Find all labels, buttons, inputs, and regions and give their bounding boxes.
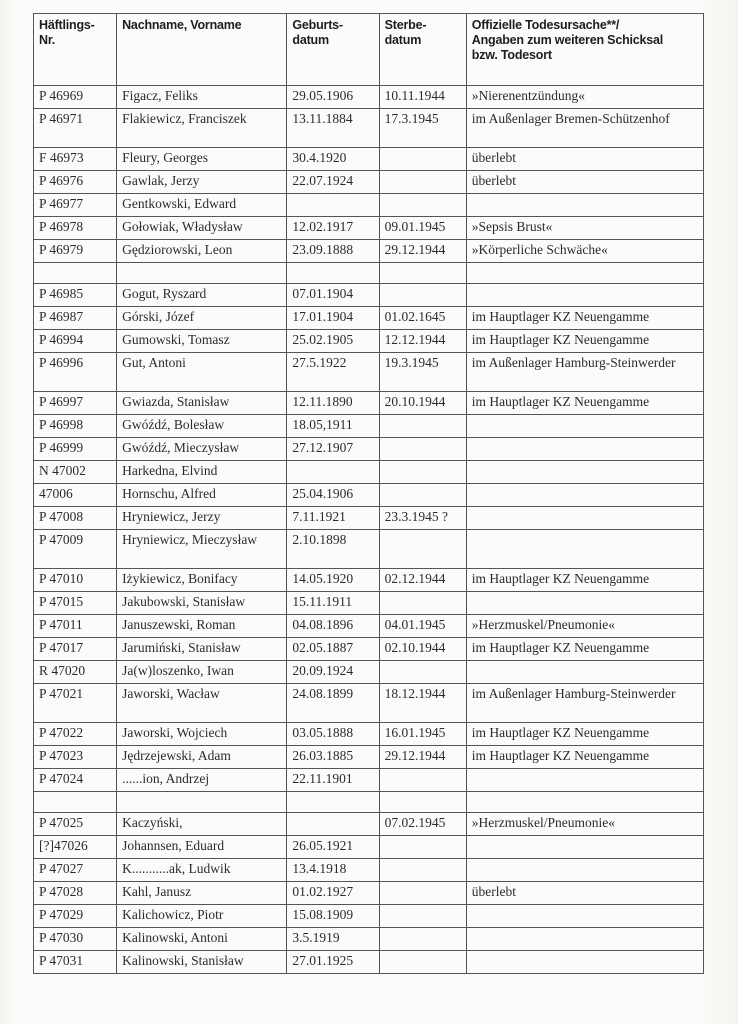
prisoner-table [33, 13, 704, 974]
name-cell: Kaczyński, [117, 813, 287, 836]
name-cell: Gawlak, Jerzy [117, 171, 287, 194]
name-cell: Kahl, Janusz [117, 882, 287, 905]
name-cell: Jakubowski, Stanisław [117, 592, 287, 615]
prisoner-number-cell: P 47024 [34, 769, 117, 792]
cause-fate-cell: überlebt [466, 882, 703, 905]
birth-date-cell: 25.02.1905 [287, 330, 379, 353]
name-cell: Hornschu, Alfred [117, 484, 287, 507]
birth-date-cell: 27.5.1922 [287, 353, 379, 392]
prisoner-number-cell: P 46979 [34, 240, 117, 263]
table-row [34, 415, 704, 438]
name-cell: Flakiewicz, Franciszek [117, 109, 287, 148]
birth-date-cell: 18.05,1911 [287, 415, 379, 438]
death-date-cell: 02.12.1944 [379, 569, 466, 592]
cause-fate-cell [466, 263, 703, 284]
birth-date-cell: 23.09.1888 [287, 240, 379, 263]
prisoner-number-cell: P 46987 [34, 307, 117, 330]
birth-date-cell: 27.12.1907 [287, 438, 379, 461]
name-cell: Hryniewicz, Jerzy [117, 507, 287, 530]
cause-fate-cell [466, 194, 703, 217]
table-row [34, 330, 704, 353]
prisoner-number-cell: P 47021 [34, 684, 117, 723]
table-row [34, 484, 704, 507]
cause-fate-cell: »Körperliche Schwäche« [466, 240, 703, 263]
prisoner-number-cell: P 47017 [34, 638, 117, 661]
table-row [34, 461, 704, 484]
birth-date-cell: 01.02.1927 [287, 882, 379, 905]
cause-fate-cell: »Sepsis Brust« [466, 217, 703, 240]
prisoner-number-cell: P 47031 [34, 951, 117, 974]
cause-fate-cell: im Hauptlager KZ Neuengamme [466, 330, 703, 353]
cause-fate-cell: im Hauptlager KZ Neuengamme [466, 307, 703, 330]
prisoner-number-cell: P 46971 [34, 109, 117, 148]
prisoner-number-cell: 47006 [34, 484, 117, 507]
death-date-cell: 16.01.1945 [379, 723, 466, 746]
cause-fate-cell: im Außenlager Hamburg-Steinwerder [466, 353, 703, 392]
death-date-cell [379, 792, 466, 813]
table-header-row [34, 14, 704, 86]
name-cell: ......ion, Andrzej [117, 769, 287, 792]
table-row [34, 109, 704, 148]
birth-date-cell: 25.04.1906 [287, 484, 379, 507]
cause-fate-cell [466, 438, 703, 461]
birth-date-cell: 14.05.1920 [287, 569, 379, 592]
name-cell: Gumowski, Tomasz [117, 330, 287, 353]
prisoner-number-cell: P 47028 [34, 882, 117, 905]
birth-date-cell: 26.05.1921 [287, 836, 379, 859]
table-row [34, 530, 704, 569]
table-row [34, 882, 704, 905]
prisoner-number-cell: R 47020 [34, 661, 117, 684]
name-cell: Figacz, Feliks [117, 86, 287, 109]
cause-fate-cell [466, 530, 703, 569]
cause-fate-cell: im Außenlager Hamburg-Steinwerder [466, 684, 703, 723]
table-row [34, 905, 704, 928]
name-cell: Kalichowicz, Piotr [117, 905, 287, 928]
cause-fate-cell: im Hauptlager KZ Neuengamme [466, 746, 703, 769]
table-row [34, 194, 704, 217]
table-body [34, 86, 704, 974]
birth-date-cell [287, 792, 379, 813]
birth-date-cell: 15.08.1909 [287, 905, 379, 928]
death-date-cell: 23.3.1945 ? [379, 507, 466, 530]
death-date-cell: 07.02.1945 [379, 813, 466, 836]
death-date-cell [379, 882, 466, 905]
cause-fate-cell [466, 284, 703, 307]
birth-date-cell: 17.01.1904 [287, 307, 379, 330]
prisoner-number-cell: P 47025 [34, 813, 117, 836]
table-row [34, 792, 704, 813]
table-row [34, 746, 704, 769]
name-cell [117, 792, 287, 813]
death-date-cell [379, 905, 466, 928]
cause-fate-cell: im Hauptlager KZ Neuengamme [466, 569, 703, 592]
name-cell: Johannsen, Eduard [117, 836, 287, 859]
cause-fate-cell [466, 792, 703, 813]
table-row [34, 438, 704, 461]
header-cause-fate: Offizielle Todesursache**/ Angaben zum weiteren Schicksal bzw. Todesort [466, 14, 703, 86]
death-date-cell [379, 530, 466, 569]
death-date-cell [379, 928, 466, 951]
cause-fate-cell [466, 769, 703, 792]
cause-fate-cell [466, 592, 703, 615]
name-cell: Jaworski, Wacław [117, 684, 287, 723]
name-cell: Gentkowski, Edward [117, 194, 287, 217]
birth-date-cell: 22.11.1901 [287, 769, 379, 792]
prisoner-number-cell: P 47011 [34, 615, 117, 638]
birth-date-cell: 29.05.1906 [287, 86, 379, 109]
prisoner-number-cell: P 47015 [34, 592, 117, 615]
cause-fate-cell [466, 484, 703, 507]
birth-date-cell: 02.05.1887 [287, 638, 379, 661]
table-row [34, 813, 704, 836]
name-cell: Iżykiewicz, Bonifacy [117, 569, 287, 592]
death-date-cell: 29.12.1944 [379, 746, 466, 769]
death-date-cell: 10.11.1944 [379, 86, 466, 109]
table-row [34, 684, 704, 723]
prisoner-number-cell: P 47022 [34, 723, 117, 746]
death-date-cell [379, 284, 466, 307]
death-date-cell: 19.3.1945 [379, 353, 466, 392]
name-cell [117, 263, 287, 284]
name-cell: Gwóźdź, Mieczysław [117, 438, 287, 461]
prisoner-number-cell [34, 263, 117, 284]
birth-date-cell: 07.01.1904 [287, 284, 379, 307]
death-date-cell [379, 951, 466, 974]
name-cell: Gut, Antoni [117, 353, 287, 392]
table-row [34, 592, 704, 615]
cause-fate-cell: »Nierenentzündung« [466, 86, 703, 109]
table-row [34, 171, 704, 194]
name-cell: Górski, Józef [117, 307, 287, 330]
birth-date-cell: 3.5.1919 [287, 928, 379, 951]
birth-date-cell [287, 461, 379, 484]
cause-fate-cell [466, 951, 703, 974]
death-date-cell: 18.12.1944 [379, 684, 466, 723]
name-cell: Januszewski, Roman [117, 615, 287, 638]
death-date-cell [379, 769, 466, 792]
cause-fate-cell [466, 928, 703, 951]
table-row [34, 148, 704, 171]
death-date-cell: 02.10.1944 [379, 638, 466, 661]
header-death-date: Sterbe- datum [379, 14, 466, 86]
cause-fate-cell [466, 461, 703, 484]
name-cell: Jarumiński, Stanisław [117, 638, 287, 661]
table-row [34, 661, 704, 684]
prisoner-number-cell: P 47027 [34, 859, 117, 882]
name-cell: Jaworski, Wojciech [117, 723, 287, 746]
death-date-cell: 12.12.1944 [379, 330, 466, 353]
birth-date-cell: 7.11.1921 [287, 507, 379, 530]
table-row [34, 263, 704, 284]
name-cell: Harkedna, Elvind [117, 461, 287, 484]
death-date-cell [379, 263, 466, 284]
name-cell: Ja(w)loszenko, Iwan [117, 661, 287, 684]
name-cell: Kalinowski, Stanisław [117, 951, 287, 974]
death-date-cell [379, 148, 466, 171]
death-date-cell: 29.12.1944 [379, 240, 466, 263]
death-date-cell: 20.10.1944 [379, 392, 466, 415]
name-cell: Gędziorowski, Leon [117, 240, 287, 263]
header-prisoner-number: Häftlings- Nr. [34, 14, 117, 86]
birth-date-cell: 27.01.1925 [287, 951, 379, 974]
birth-date-cell: 13.4.1918 [287, 859, 379, 882]
cause-fate-cell [466, 836, 703, 859]
table-row [34, 859, 704, 882]
death-date-cell: 04.01.1945 [379, 615, 466, 638]
prisoner-number-cell: P 47008 [34, 507, 117, 530]
cause-fate-cell: »Herzmuskel/Pneumonie« [466, 813, 703, 836]
prisoner-number-cell: P 46977 [34, 194, 117, 217]
cause-fate-cell: überlebt [466, 148, 703, 171]
prisoner-number-cell: P 46969 [34, 86, 117, 109]
prisoner-number-cell: P 47010 [34, 569, 117, 592]
birth-date-cell: 22.07.1924 [287, 171, 379, 194]
birth-date-cell: 24.08.1899 [287, 684, 379, 723]
cause-fate-cell: »Herzmuskel/Pneumonie« [466, 615, 703, 638]
death-date-cell [379, 415, 466, 438]
table-row [34, 307, 704, 330]
death-date-cell [379, 171, 466, 194]
death-date-cell [379, 836, 466, 859]
prisoner-number-cell: P 47030 [34, 928, 117, 951]
birth-date-cell: 12.02.1917 [287, 217, 379, 240]
prisoner-number-cell: P 47023 [34, 746, 117, 769]
death-date-cell [379, 592, 466, 615]
prisoner-number-cell: P 47029 [34, 905, 117, 928]
birth-date-cell [287, 263, 379, 284]
table-row [34, 951, 704, 974]
birth-date-cell: 13.11.1884 [287, 109, 379, 148]
birth-date-cell: 12.11.1890 [287, 392, 379, 415]
death-date-cell [379, 859, 466, 882]
prisoner-number-cell: P 46997 [34, 392, 117, 415]
death-date-cell: 17.3.1945 [379, 109, 466, 148]
death-date-cell: 01.02.1645 [379, 307, 466, 330]
birth-date-cell [287, 813, 379, 836]
birth-date-cell: 03.05.1888 [287, 723, 379, 746]
table-row [34, 769, 704, 792]
name-cell: Gwiazda, Stanisław [117, 392, 287, 415]
cause-fate-cell: überlebt [466, 171, 703, 194]
prisoner-number-cell: F 46973 [34, 148, 117, 171]
birth-date-cell: 2.10.1898 [287, 530, 379, 569]
prisoner-number-cell: P 46998 [34, 415, 117, 438]
prisoner-number-cell: P 46985 [34, 284, 117, 307]
prisoner-number-cell: P 46999 [34, 438, 117, 461]
prisoner-number-cell: P 47009 [34, 530, 117, 569]
name-cell: Gołowiak, Władysław [117, 217, 287, 240]
cause-fate-cell [466, 507, 703, 530]
table-row [34, 240, 704, 263]
name-cell: Kalinowski, Antoni [117, 928, 287, 951]
table-row [34, 284, 704, 307]
cause-fate-cell [466, 415, 703, 438]
header-birth-date: Geburts- datum [287, 14, 379, 86]
birth-date-cell [287, 194, 379, 217]
table-row [34, 928, 704, 951]
cause-fate-cell: im Hauptlager KZ Neuengamme [466, 638, 703, 661]
cause-fate-cell: im Hauptlager KZ Neuengamme [466, 392, 703, 415]
name-cell: Hryniewicz, Mieczysław [117, 530, 287, 569]
birth-date-cell: 26.03.1885 [287, 746, 379, 769]
prisoner-number-cell: P 46976 [34, 171, 117, 194]
name-cell: K...........ak, Ludwik [117, 859, 287, 882]
table-row [34, 392, 704, 415]
death-date-cell [379, 484, 466, 507]
prisoner-number-cell: P 46994 [34, 330, 117, 353]
name-cell: Gwóźdź, Bolesław [117, 415, 287, 438]
prisoner-number-cell: N 47002 [34, 461, 117, 484]
birth-date-cell: 30.4.1920 [287, 148, 379, 171]
name-cell: Gogut, Ryszard [117, 284, 287, 307]
cause-fate-cell: im Hauptlager KZ Neuengamme [466, 723, 703, 746]
table-row [34, 638, 704, 661]
cause-fate-cell: im Außenlager Bremen-Schützenhof [466, 109, 703, 148]
prisoner-number-cell: P 46978 [34, 217, 117, 240]
table-row [34, 353, 704, 392]
prisoner-number-cell [34, 792, 117, 813]
table-row [34, 86, 704, 109]
table-row [34, 507, 704, 530]
cause-fate-cell [466, 859, 703, 882]
cause-fate-cell [466, 905, 703, 928]
death-date-cell [379, 661, 466, 684]
name-cell: Jędrzejewski, Adam [117, 746, 287, 769]
name-cell: Fleury, Georges [117, 148, 287, 171]
birth-date-cell: 20.09.1924 [287, 661, 379, 684]
header-name: Nachname, Vorname [117, 14, 287, 86]
death-date-cell [379, 194, 466, 217]
birth-date-cell: 04.08.1896 [287, 615, 379, 638]
death-date-cell [379, 461, 466, 484]
death-date-cell [379, 438, 466, 461]
table-row [34, 723, 704, 746]
cause-fate-cell [466, 661, 703, 684]
prisoner-number-cell: [?]47026 [34, 836, 117, 859]
prisoner-number-cell: P 46996 [34, 353, 117, 392]
table-row [34, 836, 704, 859]
birth-date-cell: 15.11.1911 [287, 592, 379, 615]
table-row [34, 615, 704, 638]
table-row [34, 217, 704, 240]
death-date-cell: 09.01.1945 [379, 217, 466, 240]
table-row [34, 569, 704, 592]
